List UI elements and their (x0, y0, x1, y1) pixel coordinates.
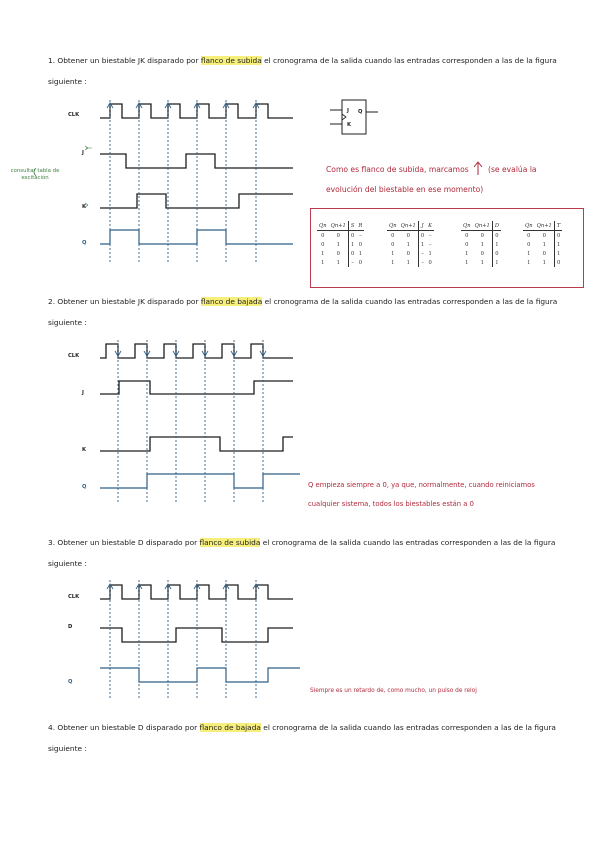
problem-4-highlight: flanco de bajada (199, 723, 261, 732)
d2-clk-label: CLK (68, 353, 80, 359)
table-sr: Qn Qn+1 S R 0 0 0 – 0 1 1 0 1 0 0 1 1 1 – 0 (319, 222, 363, 266)
problem-3-lead: 3. Obtener un biestable D disparado por (48, 538, 198, 547)
chip-q: Q (358, 109, 363, 115)
table-d: Qn Qn+1 D 0 0 0 0 1 1 1 0 0 1 1 1 (463, 222, 500, 266)
d3-d-label: D (68, 624, 73, 630)
d1-clk-label: CLK (68, 112, 80, 118)
problem-2-highlight: flanco de bajada (200, 297, 263, 306)
d3-d-wave (100, 628, 293, 642)
problem-4-tail: el cronograma de la salida cuando las entradas corresponden a las de la figura siguiente : (48, 723, 556, 753)
d3-edge-lines (110, 580, 256, 698)
d1-j-label: J (82, 150, 84, 156)
d1-k-label: K (82, 204, 87, 210)
note-1c: evolución del biestable en ese momento) (326, 185, 484, 194)
problem-2-tail: el cronograma de la salida cuando las entradas corresponden a las de la figura siguiente : (48, 297, 558, 327)
side-note: consultar tabla de excitación (10, 168, 60, 181)
problem-1-lead: 1. Obtener un biestable JK disparado por (48, 56, 199, 65)
problem-1-highlight: flanco de subida (200, 56, 262, 65)
d3-clk-label: CLK (68, 594, 80, 600)
d2-q-label: Q (82, 484, 87, 490)
problem-3-highlight: flanco de subida (199, 538, 261, 547)
note-2a: Q empieza siempre a 0, ya que, normalmente, cuando reiniciamos (308, 481, 535, 489)
problem-2-lead: 2. Obtener un biestable JK disparado por (48, 297, 199, 306)
chip-j: J (347, 108, 349, 114)
d3-q-wave (100, 668, 300, 682)
chip-k: K (347, 122, 352, 128)
table-jk: Qn Qn+1 J K 0 0 0 – 0 1 1 – 1 0 – 1 1 1 – 0 (389, 222, 433, 266)
note-1b: (se evalúa la (488, 165, 537, 174)
problem-3-tail: el cronograma de la salida cuando las entradas corresponden a las de la figura siguiente : (48, 538, 556, 568)
d2-k-label: K (82, 447, 87, 453)
problem-4-lead: 4. Obtener un biestable D disparado por (48, 723, 198, 732)
problem-1-tail: el cronograma de la salida cuando las entradas corresponden a las de la figura siguiente : (48, 56, 557, 86)
d2-j-label: J (82, 390, 84, 396)
note-3: Siempre es un retardo de, como mucho, un pulso de reloj (310, 688, 477, 694)
note-2b: cualquier sistema, todos los biestables están a 0 (308, 500, 474, 508)
d3-q-label: Q (68, 679, 73, 685)
d1-q-label: Q (82, 240, 87, 246)
note-1a: Como es flanco de subida, marcamos (326, 165, 469, 174)
table-t: Qn Qn+1 T 0 0 0 0 1 1 1 0 1 1 1 0 (525, 222, 561, 266)
d3-clk-wave (100, 585, 293, 599)
